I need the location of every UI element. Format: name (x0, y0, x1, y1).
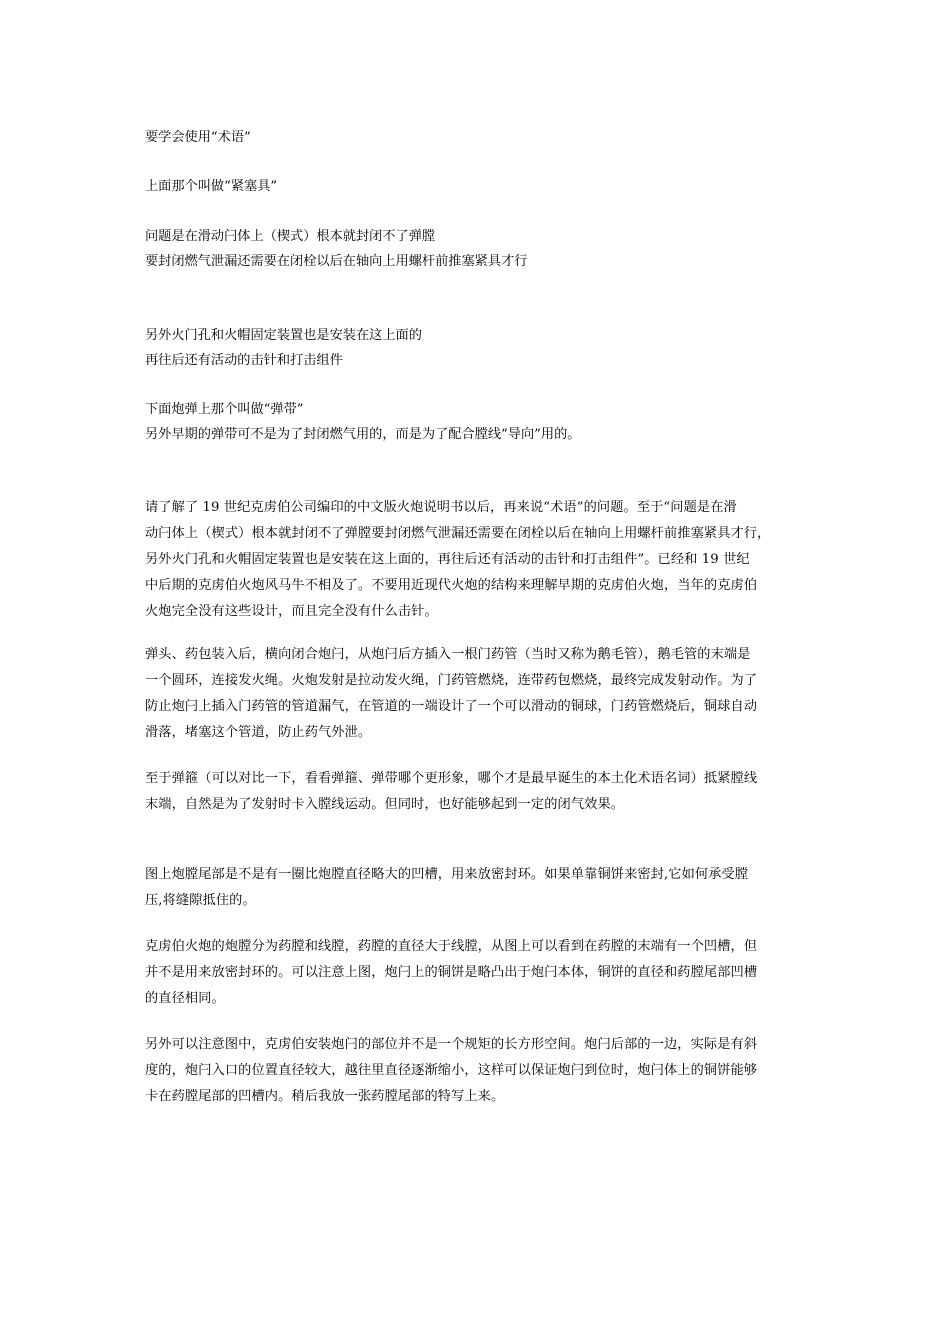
text-line: 并不是用来放密封环的。可以注意上图，炮闩上的铜饼是略凸出于炮闩本体，铜饼的直径和药膛尾部凹槽 (145, 965, 758, 980)
text-line: 的直径相同。 (145, 991, 225, 1006)
quote-line-4: 要封闭燃气泄漏还需要在闭栓以后在轴向上用螺杆前推塞紧具才行 (145, 254, 528, 269)
quote-line-7: 下面炮弹上那个叫做“弹带” (145, 402, 304, 417)
quote-line-5: 另外火门孔和火帽固定装置也是安装在这上面的 (145, 328, 422, 343)
text-line: 至于弹箍（可以对比一下，看看弹箍、弹带哪个更形象，哪个才是最早诞生的本土化术语名词）抵紧膛线 (145, 771, 758, 786)
text-line: 另外火门孔和火帽固定装置也是安装在这上面的，再往后还有活动的击针和打击组件”。已经和 19 世纪 (145, 552, 750, 567)
text-line: 动闩体上（楔式）根本就封闭不了弹膛要封闭燃气泄漏还需要在闭栓以后在轴向上用螺杆前推塞紧具才行， (145, 526, 771, 541)
quote-line-3: 问题是在滑动闩体上（楔式）根本就封闭不了弹膛 (145, 229, 436, 244)
text-line: 请了解了 19 世纪克虏伯公司编印的中文版火炮说明书以后，再来说“术语”的问题。至于“问题是在滑 (145, 500, 737, 515)
text-line: 图上炮膛尾部是不是有一圈比炮膛直径略大的凹槽，用来放密封环。如果单靠铜饼来密封,它如何承受膛 (145, 867, 749, 882)
text-line: 压,将缝隙抵住的。 (145, 893, 256, 908)
text-line: 卡在药膛尾部的凹槽内。稍后我放一张药膛尾部的特写上来。 (145, 1089, 505, 1104)
text-line: 末端，自然是为了发射时卡入膛线运动。但同时，也好能够起到一定的闭气效果。 (145, 797, 625, 812)
text-line: 克虏伯火炮的炮膛分为药膛和线膛，药膛的直径大于线膛，从图上可以看到在药膛的末端有一个凹槽，但 (145, 939, 758, 954)
text-line: 一个圆环，连接发火绳。火炮发射是拉动发火绳，门药管燃烧，连带药包燃烧，最终完成发射动作。为了 (145, 673, 758, 688)
reply2-paragraph-3 (145, 1032, 813, 1110)
text-line: 防止炮闩上插入门药管的管道漏气，在管道的一端设计了一个可以滑动的铜球，门药管燃烧后，铜球自动 (145, 699, 758, 714)
reply2-paragraph-1 (145, 862, 813, 914)
quote-line-2: 上面那个叫做“紧塞具” (145, 179, 278, 194)
reply2-paragraph-2 (145, 934, 813, 1012)
quote-line-6: 再往后还有活动的击针和打击组件 (145, 353, 343, 368)
text-line: 弹头、药包装入后，横向闭合炮闩，从炮闩后方插入一根门药管（当时又称为鹅毛管），鹅毛管的末端是 (145, 647, 751, 662)
reply1-paragraph-3 (145, 766, 813, 818)
text-line: 火炮完全没有这些设计，而且完全没有什么击针。 (145, 604, 438, 619)
text-line: 滑落，堵塞这个管道，防止药气外泄。 (145, 725, 372, 740)
text-line: 度的，炮闩入口的位置直径较大，越往里直径逐渐缩小，这样可以保证炮闩到位时，炮闩体上的铜饼能够 (145, 1063, 758, 1078)
reply1-paragraph-1 (145, 495, 813, 625)
reply1-paragraph-2 (145, 642, 813, 746)
text-line: 另外可以注意图中，克虏伯安装炮闩的部位并不是一个规矩的长方形空间。炮闩后部的一边，实际是有斜 (145, 1037, 758, 1052)
quote-line-8: 另外早期的弹带可不是为了封闭燃气用的，而是为了配合膛线“导向”用的。 (145, 427, 581, 442)
quote-line-1: 要学会使用“术语” (145, 130, 251, 145)
text-line: 中后期的克虏伯火炮风马牛不相及了。不要用近现代火炮的结构来理解早期的克虏伯火炮，当年的克虏伯 (145, 578, 758, 593)
